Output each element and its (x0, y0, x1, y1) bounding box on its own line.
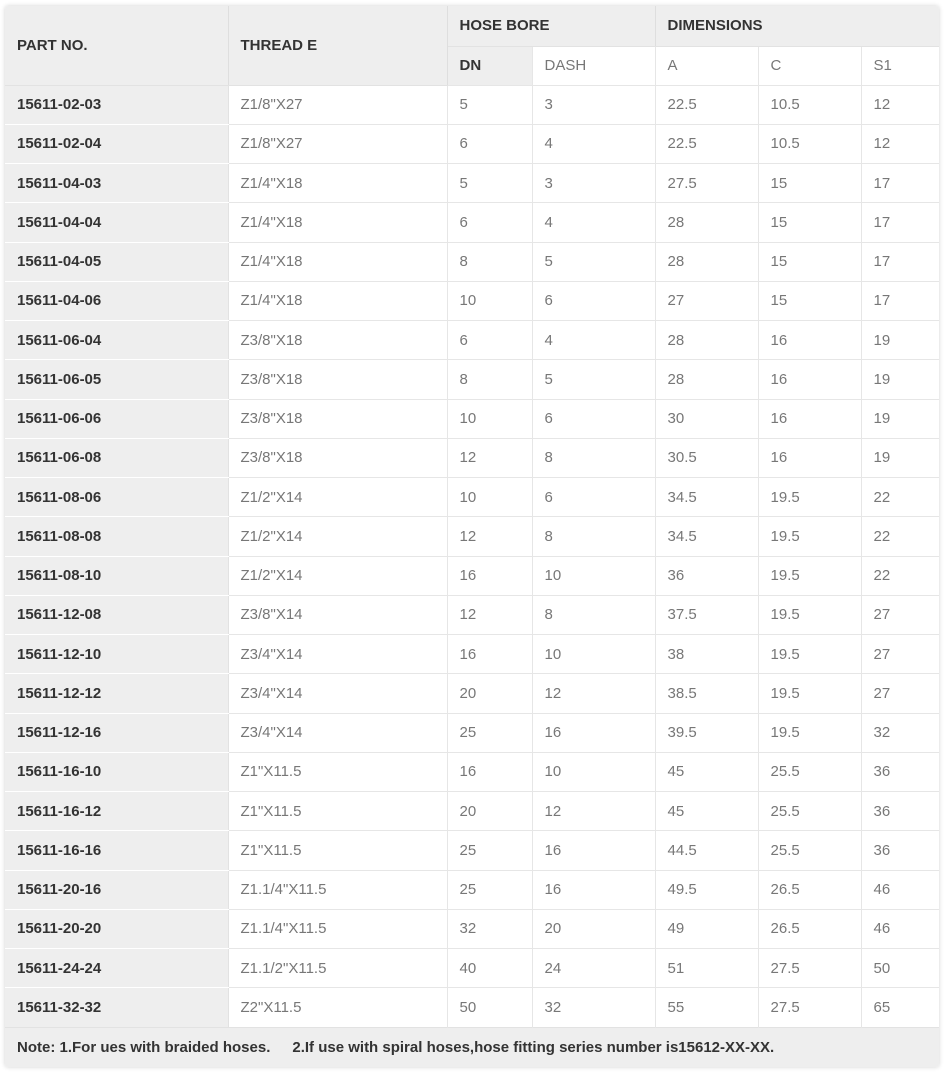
cell-dn: 12 (447, 595, 532, 634)
cell-dash: 4 (532, 124, 655, 163)
cell-c: 19.5 (758, 595, 861, 634)
cell-c: 15 (758, 242, 861, 281)
cell-s1: 19 (861, 360, 939, 399)
table-row (5, 438, 939, 477)
cell-dn: 25 (447, 831, 532, 870)
cell-c: 16 (758, 399, 861, 438)
cell-c: 16 (758, 321, 861, 360)
cell-s1: 17 (861, 203, 939, 242)
header-c: C (758, 46, 861, 85)
cell-thread-e: Z1/2"X14 (228, 556, 447, 595)
cell-s1: 27 (861, 595, 939, 634)
table-row (5, 831, 939, 870)
cell-a: 28 (655, 360, 758, 399)
cell-dash: 4 (532, 203, 655, 242)
cell-dn: 25 (447, 870, 532, 909)
cell-part-no: 15611-20-20 (5, 909, 228, 948)
cell-dash: 6 (532, 281, 655, 320)
table-header (5, 6, 939, 85)
cell-a: 49 (655, 909, 758, 948)
cell-c: 25.5 (758, 792, 861, 831)
cell-thread-e: Z1.1/2"X11.5 (228, 949, 447, 988)
cell-part-no: 15611-04-04 (5, 203, 228, 242)
table-row (5, 909, 939, 948)
cell-dash: 8 (532, 517, 655, 556)
cell-part-no: 15611-16-10 (5, 752, 228, 791)
cell-dash: 8 (532, 438, 655, 477)
cell-c: 15 (758, 203, 861, 242)
cell-part-no: 15611-12-12 (5, 674, 228, 713)
table-row (5, 635, 939, 674)
cell-s1: 46 (861, 909, 939, 948)
cell-c: 26.5 (758, 870, 861, 909)
cell-thread-e: Z3/8"X18 (228, 438, 447, 477)
cell-dash: 3 (532, 164, 655, 203)
table-row (5, 164, 939, 203)
cell-part-no: 15611-12-16 (5, 713, 228, 752)
cell-part-no: 15611-06-05 (5, 360, 228, 399)
cell-part-no: 15611-04-03 (5, 164, 228, 203)
cell-a: 37.5 (655, 595, 758, 634)
cell-s1: 17 (861, 281, 939, 320)
spec-table-card (5, 6, 939, 1067)
cell-a: 27 (655, 281, 758, 320)
cell-dn: 6 (447, 321, 532, 360)
table-row (5, 988, 939, 1027)
cell-s1: 19 (861, 399, 939, 438)
cell-part-no: 15611-06-06 (5, 399, 228, 438)
cell-dash: 5 (532, 242, 655, 281)
cell-part-no: 15611-32-32 (5, 988, 228, 1027)
header-hose-bore: HOSE BORE (447, 6, 655, 46)
table-row (5, 360, 939, 399)
cell-thread-e: Z3/4"X14 (228, 635, 447, 674)
cell-thread-e: Z3/8"X14 (228, 595, 447, 634)
cell-a: 27.5 (655, 164, 758, 203)
cell-a: 22.5 (655, 85, 758, 124)
cell-a: 30.5 (655, 438, 758, 477)
cell-dn: 12 (447, 517, 532, 556)
cell-dn: 20 (447, 674, 532, 713)
cell-part-no: 15611-02-04 (5, 124, 228, 163)
cell-s1: 12 (861, 124, 939, 163)
cell-dn: 50 (447, 988, 532, 1027)
cell-s1: 22 (861, 478, 939, 517)
cell-c: 26.5 (758, 909, 861, 948)
cell-thread-e: Z1/4"X18 (228, 281, 447, 320)
cell-c: 19.5 (758, 713, 861, 752)
cell-thread-e: Z1"X11.5 (228, 831, 447, 870)
cell-part-no: 15611-20-16 (5, 870, 228, 909)
cell-dash: 4 (532, 321, 655, 360)
table-row (5, 478, 939, 517)
cell-dash: 32 (532, 988, 655, 1027)
cell-a: 45 (655, 752, 758, 791)
cell-dash: 20 (532, 909, 655, 948)
cell-thread-e: Z1"X11.5 (228, 792, 447, 831)
header-a: A (655, 46, 758, 85)
cell-s1: 32 (861, 713, 939, 752)
cell-dn: 10 (447, 399, 532, 438)
header-dash: DASH (532, 46, 655, 85)
table-row (5, 949, 939, 988)
cell-a: 45 (655, 792, 758, 831)
note-part-2: 2.If use with spiral hoses,hose fitting series number is15612-XX-XX. (292, 1038, 775, 1056)
cell-dn: 10 (447, 478, 532, 517)
cell-a: 44.5 (655, 831, 758, 870)
header-dn: DN (447, 46, 532, 85)
cell-dn: 12 (447, 438, 532, 477)
cell-c: 10.5 (758, 124, 861, 163)
header-s1: S1 (861, 46, 939, 85)
cell-dn: 5 (447, 85, 532, 124)
cell-thread-e: Z3/4"X14 (228, 713, 447, 752)
cell-s1: 22 (861, 517, 939, 556)
cell-c: 19.5 (758, 517, 861, 556)
table-note (5, 1027, 939, 1067)
cell-part-no: 15611-04-05 (5, 242, 228, 281)
cell-a: 34.5 (655, 478, 758, 517)
cell-c: 15 (758, 164, 861, 203)
table-row (5, 321, 939, 360)
cell-s1: 27 (861, 635, 939, 674)
table-row (5, 556, 939, 595)
table-body (5, 85, 939, 1027)
table-row (5, 870, 939, 909)
cell-c: 19.5 (758, 556, 861, 595)
cell-s1: 12 (861, 85, 939, 124)
cell-thread-e: Z3/8"X18 (228, 360, 447, 399)
header-thread-e: THREAD E (228, 6, 447, 85)
cell-a: 39.5 (655, 713, 758, 752)
cell-s1: 46 (861, 870, 939, 909)
cell-c: 15 (758, 281, 861, 320)
cell-dn: 8 (447, 242, 532, 281)
cell-dn: 16 (447, 635, 532, 674)
cell-s1: 36 (861, 752, 939, 791)
table-row (5, 242, 939, 281)
table-row (5, 203, 939, 242)
cell-dash: 16 (532, 870, 655, 909)
cell-a: 34.5 (655, 517, 758, 556)
cell-thread-e: Z1/8"X27 (228, 124, 447, 163)
table-row (5, 792, 939, 831)
cell-thread-e: Z3/8"X18 (228, 399, 447, 438)
cell-dn: 32 (447, 909, 532, 948)
cell-thread-e: Z3/4"X14 (228, 674, 447, 713)
cell-a: 51 (655, 949, 758, 988)
cell-dash: 6 (532, 399, 655, 438)
cell-c: 10.5 (758, 85, 861, 124)
cell-thread-e: Z1.1/4"X11.5 (228, 909, 447, 948)
cell-dn: 8 (447, 360, 532, 399)
cell-dn: 16 (447, 556, 532, 595)
cell-part-no: 15611-04-06 (5, 281, 228, 320)
cell-dash: 16 (532, 831, 655, 870)
table-row (5, 713, 939, 752)
cell-part-no: 15611-16-12 (5, 792, 228, 831)
cell-s1: 36 (861, 831, 939, 870)
cell-dash: 12 (532, 792, 655, 831)
cell-s1: 17 (861, 164, 939, 203)
cell-dash: 3 (532, 85, 655, 124)
cell-dn: 10 (447, 281, 532, 320)
cell-dn: 5 (447, 164, 532, 203)
cell-dn: 6 (447, 124, 532, 163)
cell-dash: 24 (532, 949, 655, 988)
note-part-1: Note: 1.For ues with braided hoses. (17, 1038, 271, 1056)
cell-dn: 20 (447, 792, 532, 831)
cell-a: 28 (655, 203, 758, 242)
cell-a: 49.5 (655, 870, 758, 909)
table-row (5, 85, 939, 124)
cell-part-no: 15611-06-04 (5, 321, 228, 360)
cell-s1: 19 (861, 321, 939, 360)
cell-s1: 50 (861, 949, 939, 988)
cell-c: 19.5 (758, 674, 861, 713)
cell-s1: 27 (861, 674, 939, 713)
cell-part-no: 15611-06-08 (5, 438, 228, 477)
cell-thread-e: Z1/4"X18 (228, 242, 447, 281)
table-row (5, 124, 939, 163)
cell-c: 19.5 (758, 635, 861, 674)
cell-c: 16 (758, 438, 861, 477)
cell-dn: 16 (447, 752, 532, 791)
header-part-no: PART NO. (5, 6, 228, 85)
cell-s1: 19 (861, 438, 939, 477)
cell-a: 28 (655, 321, 758, 360)
cell-dash: 10 (532, 556, 655, 595)
cell-thread-e: Z1/4"X18 (228, 203, 447, 242)
cell-part-no: 15611-12-08 (5, 595, 228, 634)
cell-thread-e: Z1"X11.5 (228, 752, 447, 791)
cell-part-no: 15611-16-16 (5, 831, 228, 870)
table-row (5, 399, 939, 438)
cell-c: 19.5 (758, 478, 861, 517)
cell-dash: 5 (532, 360, 655, 399)
cell-thread-e: Z1/4"X18 (228, 164, 447, 203)
table-row (5, 595, 939, 634)
cell-thread-e: Z3/8"X18 (228, 321, 447, 360)
cell-c: 25.5 (758, 752, 861, 791)
cell-dash: 10 (532, 752, 655, 791)
cell-c: 25.5 (758, 831, 861, 870)
cell-a: 38 (655, 635, 758, 674)
cell-part-no: 15611-08-06 (5, 478, 228, 517)
cell-a: 38.5 (655, 674, 758, 713)
cell-dash: 10 (532, 635, 655, 674)
cell-thread-e: Z1/2"X14 (228, 478, 447, 517)
cell-s1: 17 (861, 242, 939, 281)
cell-part-no: 15611-24-24 (5, 949, 228, 988)
cell-a: 28 (655, 242, 758, 281)
cell-dash: 8 (532, 595, 655, 634)
cell-thread-e: Z1/2"X14 (228, 517, 447, 556)
cell-dash: 6 (532, 478, 655, 517)
table-row (5, 517, 939, 556)
table-row (5, 281, 939, 320)
cell-dn: 6 (447, 203, 532, 242)
cell-a: 55 (655, 988, 758, 1027)
cell-dash: 16 (532, 713, 655, 752)
cell-thread-e: Z1/8"X27 (228, 85, 447, 124)
cell-a: 22.5 (655, 124, 758, 163)
cell-c: 27.5 (758, 949, 861, 988)
table-row (5, 674, 939, 713)
spec-table (5, 6, 939, 1067)
cell-part-no: 15611-08-10 (5, 556, 228, 595)
cell-c: 16 (758, 360, 861, 399)
cell-a: 36 (655, 556, 758, 595)
cell-dn: 25 (447, 713, 532, 752)
cell-thread-e: Z2"X11.5 (228, 988, 447, 1027)
cell-s1: 65 (873, 998, 891, 1016)
cell-part-no: 15611-02-03 (5, 85, 228, 124)
cell-s1: 36 (861, 792, 939, 831)
cell-s1: 22 (861, 556, 939, 595)
cell-part-no: 15611-12-10 (5, 635, 228, 674)
cell-part-no: 15611-08-08 (5, 517, 228, 556)
cell-c: 27.5 (758, 988, 861, 1027)
cell-dn: 40 (447, 949, 532, 988)
header-dimensions: DIMENSIONS (655, 6, 939, 46)
cell-thread-e: Z1.1/4"X11.5 (228, 870, 447, 909)
cell-dash: 12 (532, 674, 655, 713)
cell-a: 30 (655, 399, 758, 438)
table-row (5, 752, 939, 791)
